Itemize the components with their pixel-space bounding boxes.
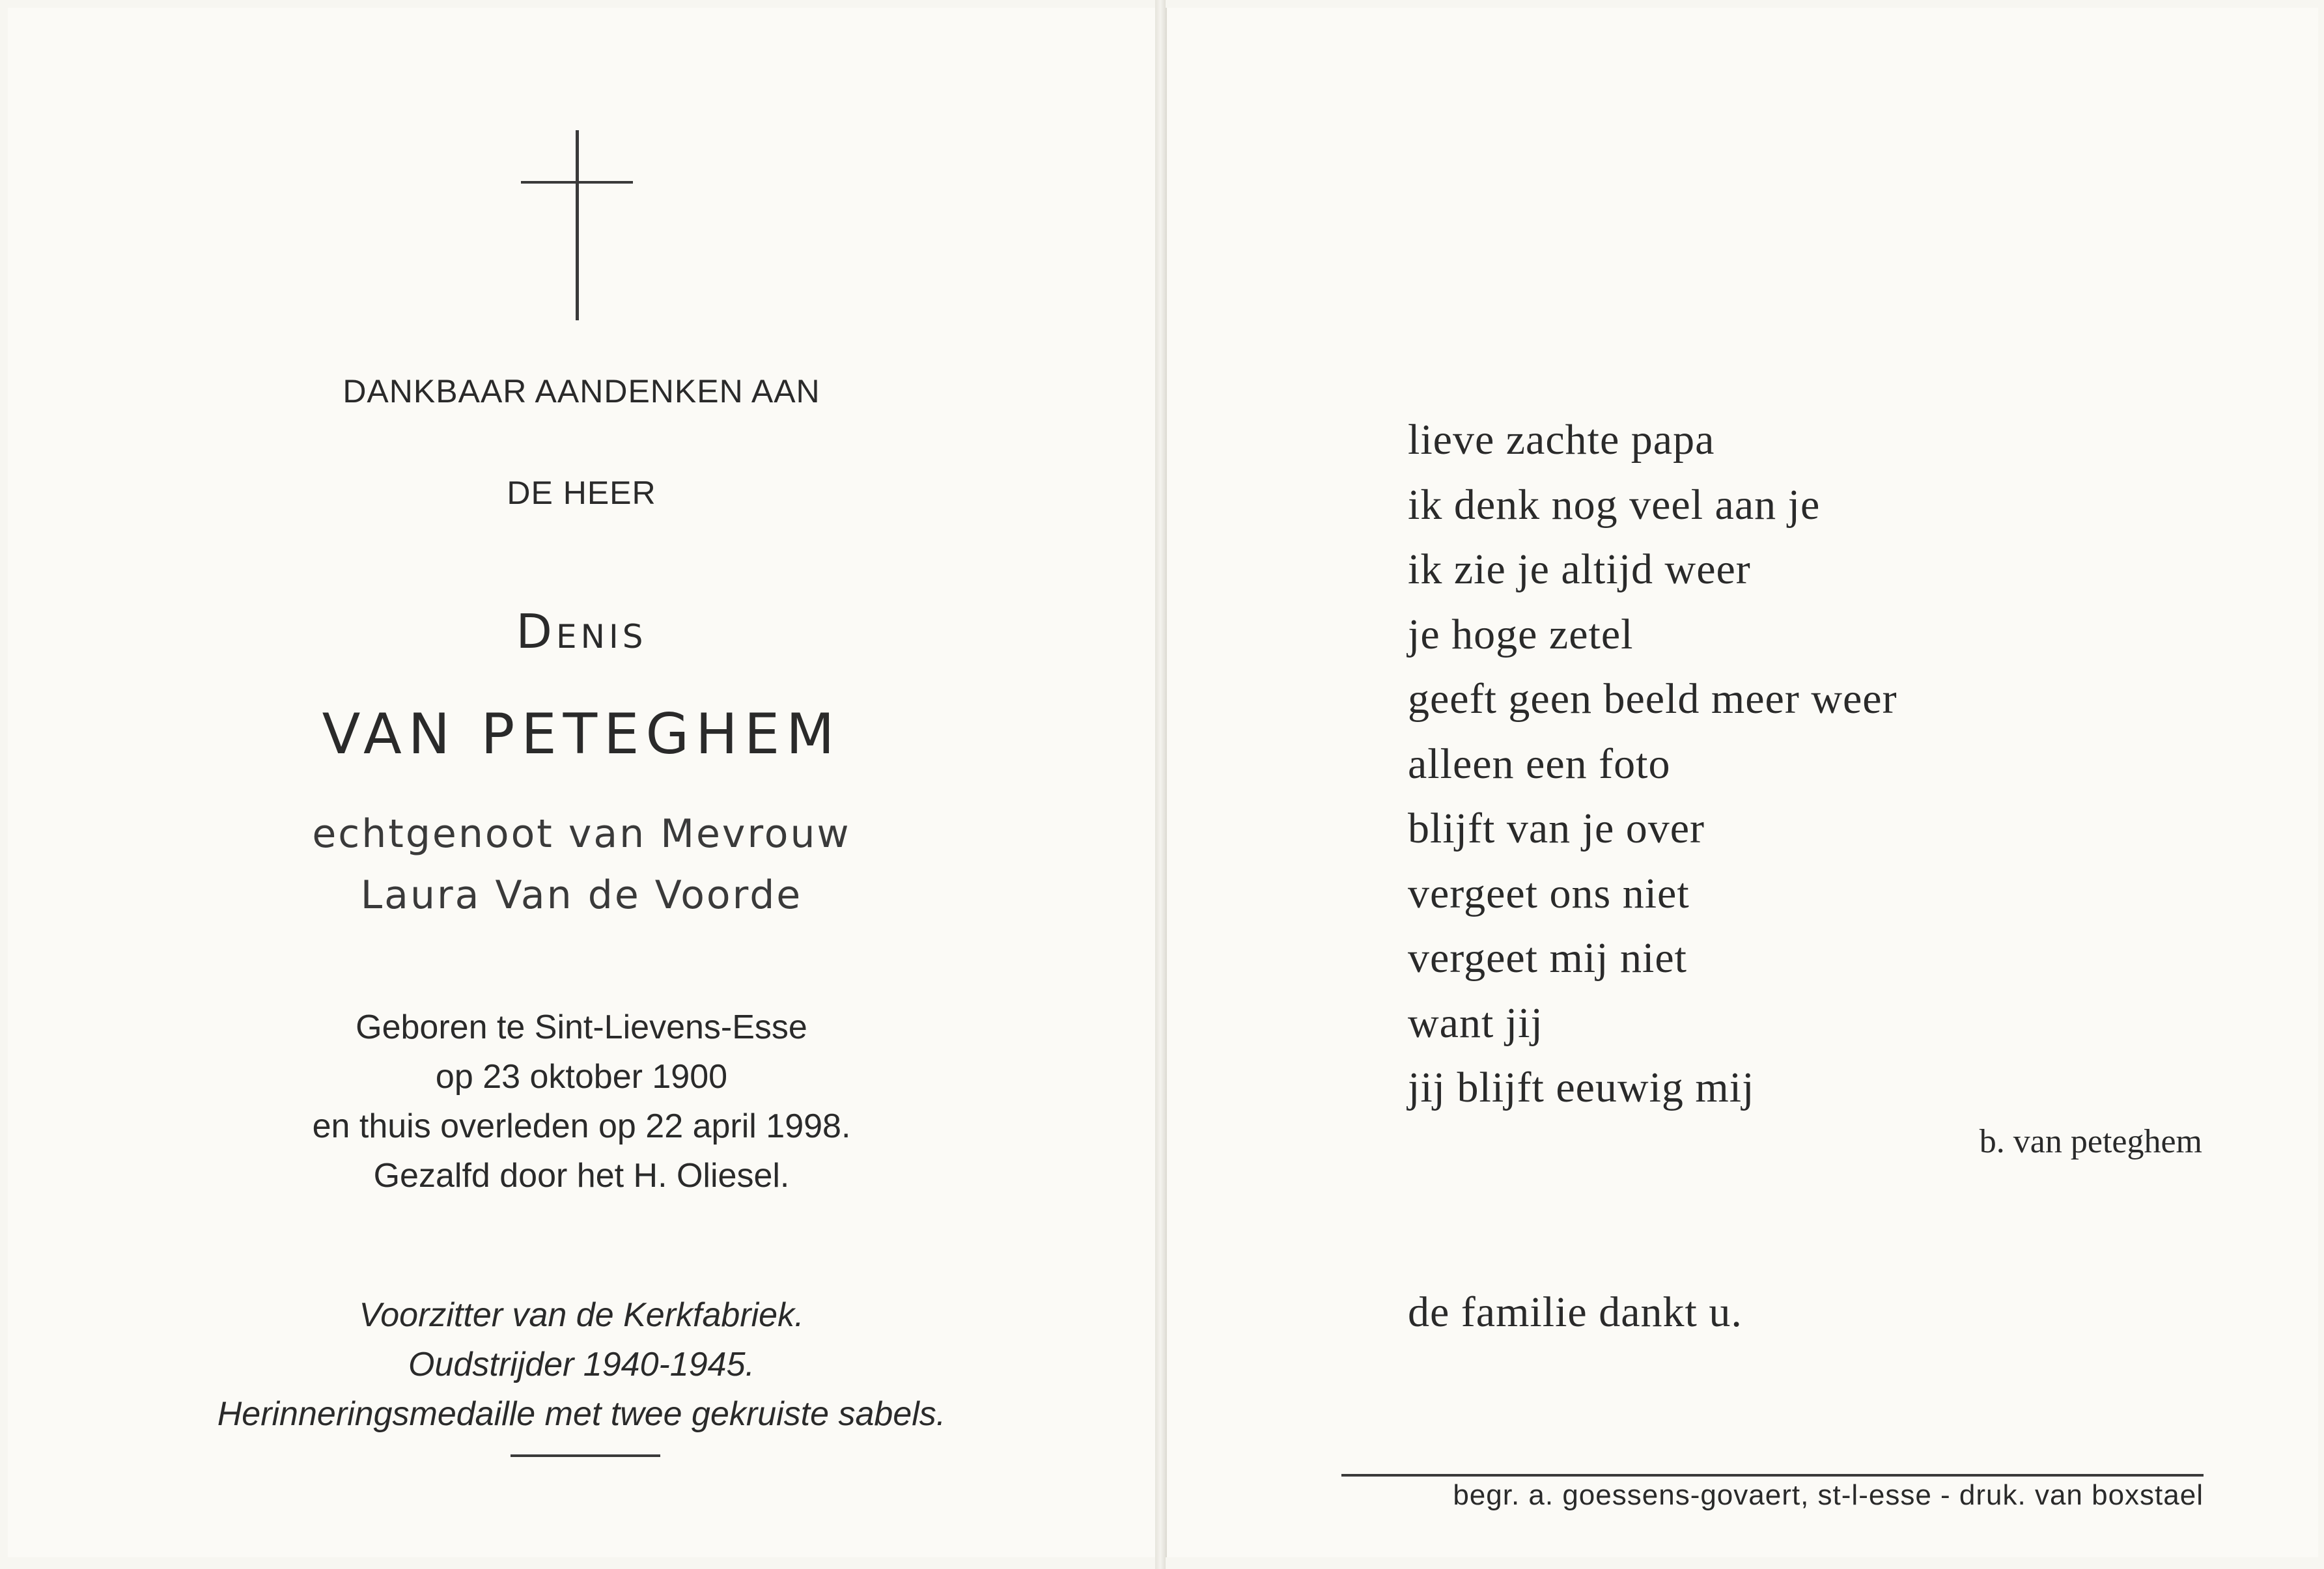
poem-line: je hoge zetel (1408, 610, 1634, 658)
poem (1408, 408, 1897, 1120)
cross-icon (576, 130, 579, 320)
bio-line: Geboren te Sint-Lievens-Esse (356, 1008, 807, 1046)
poem-line: vergeet mij niet (1408, 934, 1687, 982)
poem-line: vergeet ons niet (1408, 869, 1690, 917)
bio-line: en thuis overleden op 22 april 1998. (312, 1107, 851, 1145)
poem-line: jij blijft eeuwig mij (1408, 1064, 1755, 1111)
first-name: Denis (516, 604, 647, 659)
printer-credit: begr. a. goessens-govaert, st-l-esse - druk. van boxstael (1453, 1479, 2204, 1511)
heading: DANKBAAR AANDENKEN AAN (343, 373, 820, 410)
poem-line: ik zie je altijd weer (1408, 546, 1751, 593)
honor-line: Voorzitter van de Kerkfabriek. (359, 1296, 804, 1334)
bio-line: op 23 oktober 1900 (435, 1058, 728, 1096)
bio-line: Gezalfd door het H. Oliesel. (373, 1157, 790, 1195)
poem-line: blijft van je over (1408, 805, 1705, 852)
poem-line: ik denk nog veel aan je (1408, 480, 1821, 529)
poem-author: b. van peteghem (1979, 1123, 2202, 1160)
poem-line: want jij (1408, 999, 1543, 1047)
honor-line: Oudstrijder 1940-1945. (408, 1346, 755, 1383)
spouse-line-1: echtgenoot van Mevrouw (312, 811, 851, 857)
surname: VAN PETEGHEM (322, 702, 841, 767)
poem-line: lieve zachte papa (1408, 416, 1715, 464)
honors-block (0, 1290, 1163, 1439)
title: DE HEER (507, 475, 656, 511)
cross-icon-bar (521, 181, 633, 184)
footer-rule (1341, 1474, 2204, 1477)
bio-block (0, 1003, 1163, 1201)
poem-line: alleen een foto (1408, 740, 1671, 788)
poem-line: geeft geen beeld meer weer (1408, 675, 1897, 723)
family-thanks: de familie dankt u. (1408, 1288, 1743, 1336)
divider (511, 1454, 660, 1457)
spouse-line-2: Laura Van de Voorde (360, 872, 803, 918)
honor-line: Herinneringsmedaille met twee gekruiste sabels. (217, 1395, 946, 1433)
